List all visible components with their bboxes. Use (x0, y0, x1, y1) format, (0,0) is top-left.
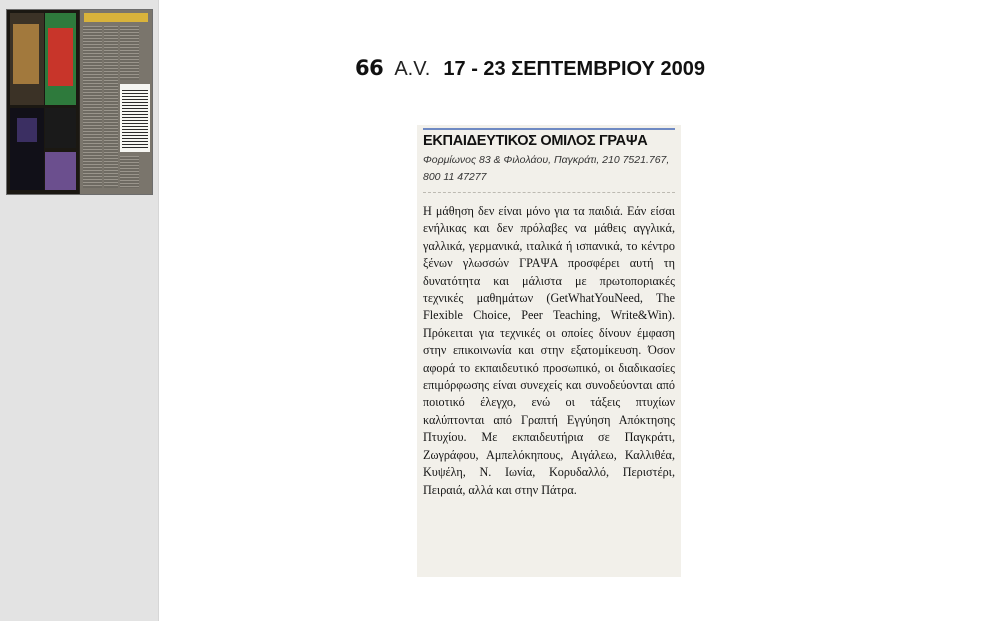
title-rule (423, 128, 675, 130)
thumbnail-ad-image (17, 118, 37, 142)
article-body: Η μάθηση δεν είναι μόνο για τα παιδιά. Εάν είσαι ενήλικας και δεν πρόλαβες να μάθεις αγγλικά, γαλλικά, γερμανικά, ιταλικά ή ισπανικά, το κέντρο ξένων γλωσσών ΓΡΑΨΑ προσφέρει αυτή τη δυνατότητα και μάλιστα με πρωτοποριακές τεχνικές μαθημάτων (GetWhatYouNeed, The Flexible Choice, Peer Teaching, Write&Win). Πρόκειται για τεχνικές οι οποίες δίνουν έμφαση στην επικοινωνία και στην εξατομίκευση. Όσον αφορά το εκπαιδευτικό προσωπικό, οι διαδικασίες επιμόρφωσης είναι συνεχείς και συνοδεύονται από ποιοτικό έλεγχο, ενώ οι τάξεις πτυχίων καλύπτονται από Γραπτή Εγγύηση Απόκτησης Πτυχίου. Με εκπαιδευτήρια σε Παγκράτι, Ζωγράφου, Αμπελόκηπους, Αιγάλεω, Καλλιθέα, Κυψέλη, Ν. Ιωνία, Κορυδαλλό, Περιστέρι, Πειραιά, αλλά και στην Πάτρα. (423, 204, 675, 497)
article-clipping (417, 125, 681, 577)
thumbnail-left-page (7, 10, 79, 194)
thumbnail-ad-image (48, 28, 73, 86)
thumbnail-text-column (120, 156, 139, 188)
article-address: Φορμίωνος 83 & Φιλολάου, Παγκράτι, 210 7521.767, 800 11 47277 (423, 154, 670, 183)
thumbnail-ad-block (45, 152, 76, 190)
thumbnail-page-title (84, 13, 148, 22)
thumbnail-text-column (104, 26, 118, 188)
thumbnail-text-column (83, 26, 102, 188)
thumbnail-ad-image (13, 24, 39, 84)
page-number: 66 (355, 56, 384, 80)
thumbnail-article-lines (122, 90, 148, 148)
thumbnail-ad-block (45, 108, 76, 148)
article-title: ΕΚΠΑΙΔΕΥΤΙΚΟΣ ΟΜΙΛΟΣ ΓΡΑΨΑ (423, 133, 648, 149)
page-header (355, 56, 705, 84)
thumbnail-text-column (120, 26, 139, 80)
thumbnail-right-page (80, 10, 152, 194)
thumbnail-sidebar (0, 0, 159, 621)
page-thumbnail[interactable] (6, 9, 153, 195)
issue-date-range: 17 - 23 ΣΕΠΤΕΜΒΡΙΟΥ 2009 (443, 58, 705, 80)
dotted-divider (423, 192, 675, 193)
issue-label: A.V. (394, 58, 431, 80)
